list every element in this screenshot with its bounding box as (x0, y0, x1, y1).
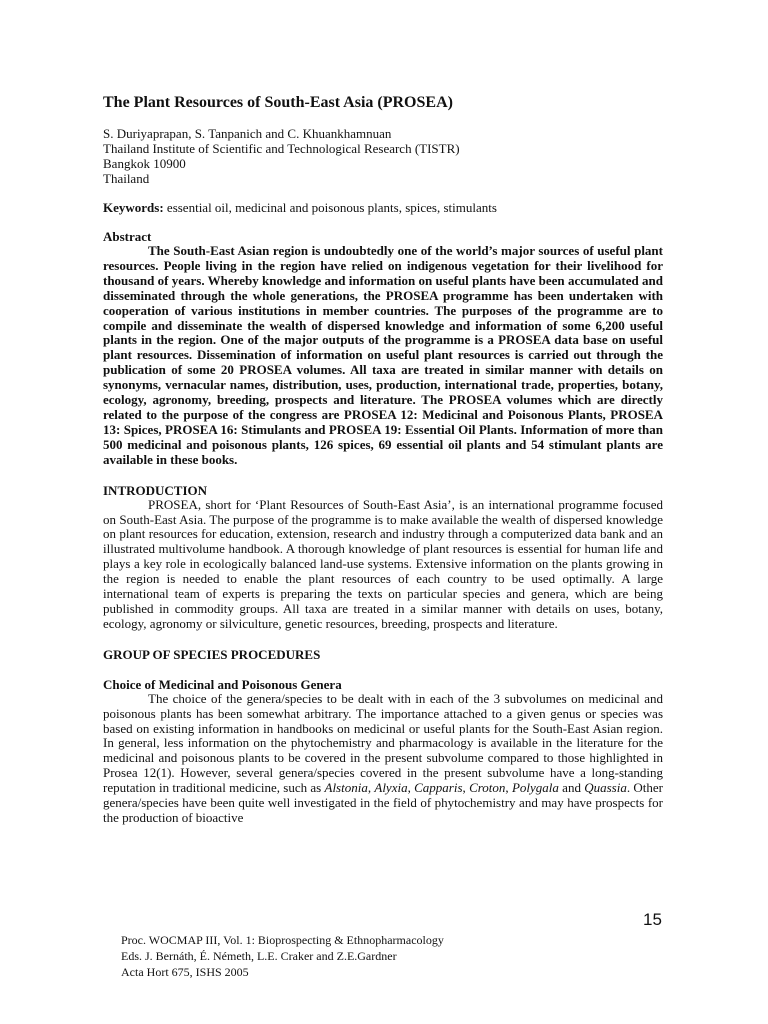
page-number: 15 (643, 910, 662, 929)
introduction-text: PROSEA, short for ‘Plant Resources of South-East Asia’, is an international programme focused on South-East Asia. The purpose of the programme is to make available the wealth of dispersed knowledge on plant resources for education, extension, research and industry through a computerized data bank and an illustrated multivolume handbook. A thorough knowledge of plant resources is essential for human life and plays a key role in ecologically balanced land-use systems. Extensive information on the plants growing in the region is needed to enable the plant resources of each country to be used optimally. A large international team of experts is preparing the texts on particular species and genera, which are being published in commodity groups. All taxa are treated in a similar manner with details on uses, botany, ecology, agronomy or silviculture, genetic resources, breeding, prospects and literature. (103, 496, 663, 631)
choice-text (103, 692, 663, 826)
choice-text-before: The choice of the genera/species to be dealt with in each of the 3 subvolumes on medicinal and poisonous plants has been somewhat arbitrary. The importance attached to a given genus or species was based on existing information in handbooks on medicinal or useful plants for the South-East Asian region. In general, less information on the phytochemistry and pharmacology is available in the literature for the medicinal and poisonous plants to be covered in the present subvolume compared to those highlighted in Prosea 12(1). However, several genera/species covered in the present subvolume have a long-standing reputation in traditional medicine, such as (103, 690, 663, 796)
affiliation-institute: Thailand Institute of Scientific and Technological Research (TISTR) (103, 141, 460, 156)
authors: S. Duriyaprapan, S. Tanpanich and C. Khuankhamnuan (103, 126, 392, 141)
separator: , (407, 780, 415, 796)
genus-alstonia: Alstonia (324, 780, 368, 796)
affiliation-city: Bangkok 10900 (103, 156, 186, 171)
affiliation-country: Thailand (103, 171, 150, 186)
genus-quassia: Quassia (584, 780, 627, 796)
keywords-label: Keywords: (103, 200, 164, 215)
keywords (103, 200, 663, 215)
footer-line-editors: Eds. J. Bernáth, É. Németh, L.E. Craker and Z.E.Gardner (121, 949, 397, 963)
genus-polygala: Polygala (511, 780, 559, 796)
introduction-heading: INTRODUCTION (103, 482, 208, 498)
genus-croton: Croton (469, 780, 506, 796)
footer-line-acta: Acta Hort 675, ISHS 2005 (121, 965, 249, 979)
paper-page (103, 93, 663, 826)
abstract-text: The South-East Asian region is undoubtedly one of the world’s major sources of useful plant resources. People living in the region have relied on indigenous vegetation for their livelihood for thousand of years. Whereby knowledge and information on useful plants have been accumulated and disseminated through the whole generations, the PROSEA programme has been undertaken with cooperation of various institutions in member countries. The purposes of the programme are to compile and disseminate the wealth of dispersed knowledge and information of some 6,200 useful plants in the region. One of the major outputs of the programme is a PROSEA data base on useful plant resources. Dissemination of information on useful plant resources is carried out through the publication of some 20 PROSEA volumes. All taxa are treated in similar manner with details on synonyms, vernacular names, distribution, uses, production, international trade, properties, botany, ecology, agronomy, breeding, prospects and literature. The PROSEA volumes which are directly related to the purpose of the congress are PROSEA 12: Medicinal and Poisonous Plants, PROSEA 13: Spices, PROSEA 16: Stimulants and PROSEA 19: Essential Oil Plants. Information of more than 500 medicinal and poisonous plants, 126 spices, 69 essential oil plants and 54 stimulant plants are available in these books. (103, 243, 663, 467)
separator: , (367, 780, 375, 796)
separator: and (558, 780, 585, 796)
footer-line-proceedings: Proc. WOCMAP III, Vol. 1: Bioprospecting & Ethnopharmacology (121, 933, 444, 947)
footer-citation (121, 932, 444, 980)
genus-alyxia: Alyxia (374, 780, 408, 796)
choice-heading: Choice of Medicinal and Poisonous Genera (103, 676, 342, 692)
paper-title: The Plant Resources of South-East Asia (PROSEA) (103, 94, 453, 111)
separator: , (462, 780, 470, 796)
genus-capparis: Capparis (414, 780, 463, 796)
abstract-heading: Abstract (103, 229, 152, 244)
choice-text-after: . Other genera/species have been quite well investigated in the field of phytochemistry and may have prospects for the production of bioactive (103, 780, 663, 825)
keywords-text: essential oil, medicinal and poisonous plants, spices, stimulants (166, 200, 497, 215)
separator: , (505, 780, 512, 796)
group-heading: GROUP OF SPECIES PROCEDURES (103, 646, 321, 662)
